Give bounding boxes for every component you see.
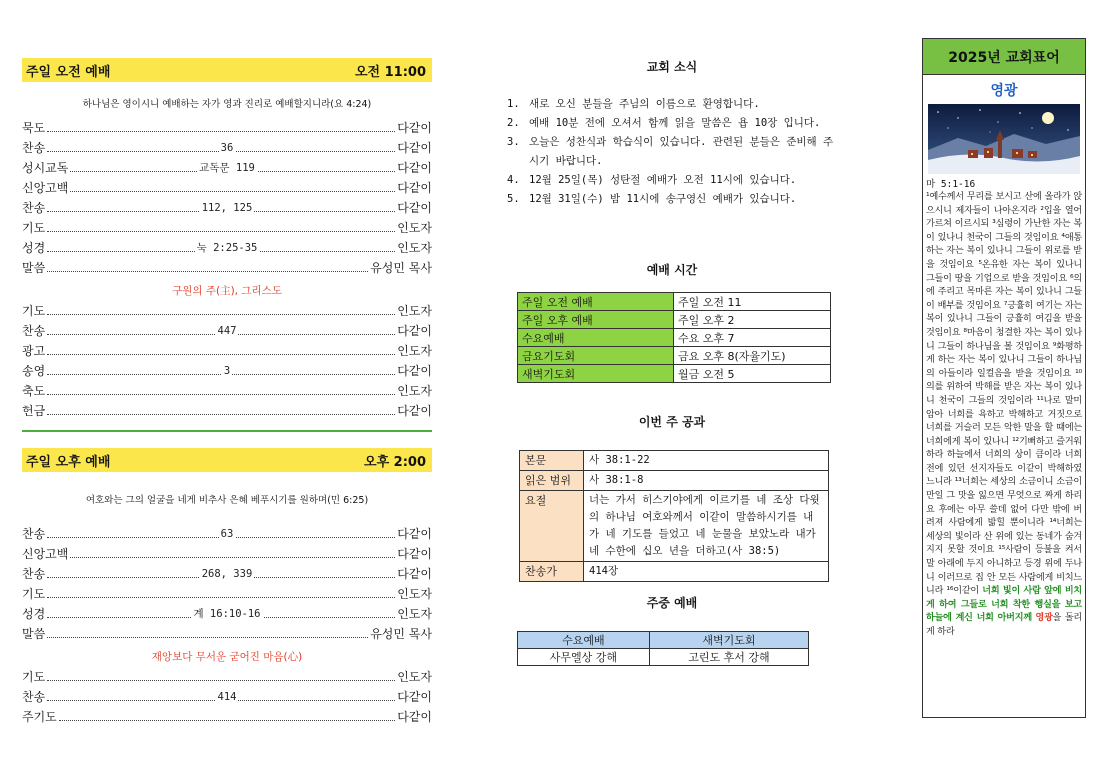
lesson-row xyxy=(520,491,829,562)
order-row xyxy=(22,361,432,381)
dot-leader xyxy=(47,414,395,415)
schedule-title: 예배 시간 xyxy=(646,263,698,277)
order-row xyxy=(22,138,432,158)
schedule-time: 주일 오후 2 xyxy=(674,311,831,329)
scripture-glory: 영광 xyxy=(1035,613,1053,624)
order-row xyxy=(22,158,432,178)
motto-word: 영광 xyxy=(990,83,1018,99)
lesson-value: 414장 xyxy=(584,562,829,582)
order-leader: 다같이 xyxy=(397,141,432,155)
order-label: 찬송 xyxy=(22,141,46,155)
scripture-end: 을 돌리게 하라 xyxy=(926,613,1082,637)
news-list xyxy=(507,95,837,209)
order-leader: 인도자 xyxy=(397,587,432,601)
news-number: 4. xyxy=(507,174,520,186)
lesson-table xyxy=(519,450,829,582)
section-divider xyxy=(22,430,432,432)
afternoon-time: 오후 2:00 xyxy=(364,454,426,470)
order-row xyxy=(22,667,432,687)
order-leader: 인도자 xyxy=(397,344,432,358)
dot-leader xyxy=(70,191,395,192)
schedule-row xyxy=(518,365,831,383)
morning-sermon-title: 구원의 주(主), 그리스도 xyxy=(172,285,282,297)
order-leader: 다같이 xyxy=(397,181,432,195)
order-label: 찬송 xyxy=(22,324,46,338)
order-detail: 교독문 119 xyxy=(199,162,255,174)
afternoon-order-part1 xyxy=(22,524,432,644)
afternoon-sermon-title: 재앙보다 무서운 굳어진 마음(心) xyxy=(151,651,303,663)
afternoon-order-part2 xyxy=(22,667,432,727)
order-row xyxy=(22,238,432,258)
order-label: 송영 xyxy=(22,364,46,378)
order-detail: 414 xyxy=(217,691,237,703)
dot-leader xyxy=(47,314,395,315)
order-row xyxy=(22,258,432,278)
order-leader: 다같이 xyxy=(397,364,432,378)
lesson-value: 너는 가서 히스기야에게 이르기를 네 조상 다윗의 하나님 여호와께서 이같이 말씀하시기를 내가 네 기도를 들었고 네 눈물을 보았노라 내가 네 수한에 십오 년을 더하고(사 38:5) xyxy=(584,491,829,562)
morning-time: 오전 11:00 xyxy=(354,64,426,80)
order-leader: 다같이 xyxy=(397,324,432,338)
morning-order-part2 xyxy=(22,301,432,421)
news-item xyxy=(507,133,837,171)
afternoon-title: 주일 오후 예배 xyxy=(26,454,111,470)
order-leader: 다같이 xyxy=(397,710,432,724)
order-leader: 인도자 xyxy=(397,607,432,621)
order-detail: 447 xyxy=(217,325,237,337)
schedule-time: 수요 오후 7 xyxy=(674,329,831,347)
order-label: 말씀 xyxy=(22,627,46,641)
order-label: 기도 xyxy=(22,221,46,235)
scripture-highlight: 너희 빛이 사람 앞에 비치게 하여 그들로 너희 착한 행실을 보고 하늘에 계신 너희 아버지께 xyxy=(926,586,1082,624)
lesson-value: 사 38:1-22 xyxy=(584,451,829,471)
order-row xyxy=(22,301,432,321)
dot-leader xyxy=(70,557,395,558)
order-row xyxy=(22,544,432,564)
dot-leader xyxy=(47,354,395,355)
motto-panel xyxy=(922,38,1086,718)
schedule-name: 주일 오전 예배 xyxy=(518,293,674,311)
lesson-value: 사 38:1-8 xyxy=(584,471,829,491)
order-label: 찬송 xyxy=(22,690,46,704)
order-row xyxy=(22,321,432,341)
order-leader: 인도자 xyxy=(397,384,432,398)
order-leader: 다같이 xyxy=(397,121,432,135)
schedule-row xyxy=(518,293,831,311)
schedule-name: 새벽기도회 xyxy=(518,365,674,383)
order-leader: 유성민 목사 xyxy=(370,261,432,275)
weekday-title: 주중 예배 xyxy=(646,596,698,610)
news-number: 3. xyxy=(507,136,520,148)
schedule-row xyxy=(518,329,831,347)
dot-leader xyxy=(47,394,395,395)
morning-header xyxy=(22,58,432,82)
dot-leader xyxy=(47,231,395,232)
order-detail: 112, 125 xyxy=(201,202,253,214)
order-row xyxy=(22,381,432,401)
order-leader: 유성민 목사 xyxy=(370,627,432,641)
order-row xyxy=(22,564,432,584)
afternoon-header xyxy=(22,448,432,472)
order-leader: 인도자 xyxy=(397,241,432,255)
dot-leader xyxy=(47,680,395,681)
schedule-row xyxy=(518,347,831,365)
news-title: 교회 소식 xyxy=(646,60,698,74)
dot-leader xyxy=(47,597,395,598)
order-leader: 인도자 xyxy=(397,221,432,235)
news-text: 오늘은 성찬식과 학습식이 있습니다. 관련된 분들은 준비해 주시기 바랍니다. xyxy=(529,136,834,167)
order-label: 신앙고백 xyxy=(22,547,69,561)
order-leader: 다같이 xyxy=(397,547,432,561)
news-text: 예배 10분 전에 오셔서 함께 읽을 말씀은 욥 10장 입니다. xyxy=(529,117,821,129)
morning-order-part1 xyxy=(22,118,432,278)
order-detail: 63 xyxy=(220,528,234,540)
order-label: 성시교독 xyxy=(22,161,69,175)
motto-reference: 마 5:1-16 xyxy=(926,179,976,190)
lesson-key: 읽은 범위 xyxy=(520,471,584,491)
order-row xyxy=(22,178,432,198)
order-label: 찬송 xyxy=(22,527,46,541)
order-row xyxy=(22,198,432,218)
weekday-header-wed: 수요예배 xyxy=(518,632,650,649)
order-detail: 268, 339 xyxy=(201,568,253,580)
order-label: 주기도 xyxy=(22,710,57,724)
order-leader: 다같이 xyxy=(397,527,432,541)
order-row xyxy=(22,118,432,138)
lesson-title: 이번 주 공과 xyxy=(638,415,706,429)
order-row xyxy=(22,707,432,727)
afternoon-service xyxy=(22,448,432,727)
order-leader: 다같이 xyxy=(397,201,432,215)
weekday-value-dawn: 고린도 후서 강해 xyxy=(649,649,808,666)
order-label: 찬송 xyxy=(22,567,46,581)
order-detail: 3 xyxy=(223,365,231,377)
order-leader: 다같이 xyxy=(397,161,432,175)
order-row xyxy=(22,604,432,624)
order-label: 축도 xyxy=(22,384,46,398)
order-label: 말씀 xyxy=(22,261,46,275)
order-row xyxy=(22,341,432,361)
lesson-row xyxy=(520,471,829,491)
lesson-key: 본문 xyxy=(520,451,584,471)
morning-verse: 하나님은 영이시니 예배하는 자가 영과 진리로 예배할지니라(요 4:24) xyxy=(82,99,372,110)
order-row xyxy=(22,524,432,544)
order-row xyxy=(22,624,432,644)
order-label: 찬송 xyxy=(22,201,46,215)
news-number: 5. xyxy=(507,193,520,205)
motto-scripture xyxy=(926,191,1082,640)
schedule-name: 주일 오후 예배 xyxy=(518,311,674,329)
order-detail: 36 xyxy=(220,142,234,154)
news-item xyxy=(507,171,837,190)
dot-leader xyxy=(59,720,395,721)
morning-service xyxy=(22,58,432,421)
morning-title: 주일 오전 예배 xyxy=(26,64,111,80)
motto-title: 2025년 교회표어 xyxy=(923,39,1085,75)
schedule-time: 금요 오후 8(자율기도) xyxy=(674,347,831,365)
news-number: 2. xyxy=(507,117,520,129)
scripture-main: ¹예수께서 무리를 보시고 산에 올라가 앉으시니 제자들이 나아온지라 ²입을 열어 가르쳐 이르시되 ³심령이 가난한 자는 복이 있나니 천국이 그들의 것임이요 ⁴애통하는 자는 복이 있나니 그들이 위로를 받을 것임이요 ⁵온유한 자는 복이 있나니 그들이 땅을 기업으로 받을 것임이요 ⁶의에 주리고 목마른 자는 복이 있나니 그들이 배부를 것임이요 ⁷긍휼히 여기는 자는 복이 있나니 그들이 긍휼히 여김을 받을 것임이요 ⁸마음이 청결한 자는 복이 있나니 그들이 하나님을 볼 것임이요 ⁹화평하게 하는 자는 복이 있나니 그들이 하나님의 아들이라 일컬음을 받을 것임이요 ¹⁰의를 위하여 박해를 받은 자는 복이 있나니 천국이 그들의 것임이라 ¹¹나로 말미암아 너희를 욕하고 박해하고 거짓으로 너희를 거슬러 모든 악한 말을 할 때에는 너희에게 복이 있나니 ¹²기뻐하고 즐거워하라 하늘에서 너희의 상이 큼이라 너희 전에 있던 선지자들도 이같이 박해하였느니라 ¹³너희는 세상의 소금이니 소금이 만일 그 맛을 잃으면 무엇으로 짜게 하리요 후에는 아무 쓸데 없어 다만 밖에 버려져 사람에게 밟힐 뿐이니라 ¹⁴너희는 세상의 빛이라 산 위에 있는 동네가 숨겨지지 못할 것이요 ¹⁵사람이 등불을 켜서 말 아래에 두지 아니하고 등경 위에 두나니 이러므로 집 안 모든 사람에게 비치느니라 ¹⁶이같이 xyxy=(926,192,1082,597)
order-label: 신앙고백 xyxy=(22,181,69,195)
order-label: 묵도 xyxy=(22,121,46,135)
schedule-name: 수요예배 xyxy=(518,329,674,347)
order-label: 성경 xyxy=(22,241,46,255)
schedule-table xyxy=(517,292,831,383)
news-text: 12월 25일(목) 성탄절 예배가 오전 11시에 있습니다. xyxy=(529,174,797,186)
schedule-time: 주일 오전 11 xyxy=(674,293,831,311)
dot-leader xyxy=(47,637,368,638)
lesson-key: 요절 xyxy=(520,491,584,562)
order-label: 기도 xyxy=(22,587,46,601)
order-leader: 인도자 xyxy=(397,670,432,684)
lesson-row xyxy=(520,451,829,471)
afternoon-verse: 여호와는 그의 얼굴을 네게 비추사 은혜 베푸시기를 원하며(민 6:25) xyxy=(85,495,369,506)
order-leader: 다같이 xyxy=(397,690,432,704)
order-label: 광고 xyxy=(22,344,46,358)
news-text: 12월 31일(수) 밤 11시에 송구영신 예배가 있습니다. xyxy=(529,193,797,205)
order-label: 성경 xyxy=(22,607,46,621)
schedule-time: 월금 오전 5 xyxy=(674,365,831,383)
middle-column xyxy=(507,58,837,666)
news-item xyxy=(507,95,837,114)
order-label: 기도 xyxy=(22,670,46,684)
news-number: 1. xyxy=(507,98,520,110)
weekday-table xyxy=(517,631,809,666)
order-row xyxy=(22,218,432,238)
lesson-row xyxy=(520,562,829,582)
dot-leader xyxy=(47,271,368,272)
order-leader: 인도자 xyxy=(397,304,432,318)
schedule-name: 금요기도회 xyxy=(518,347,674,365)
order-label: 헌금 xyxy=(22,404,46,418)
order-row xyxy=(22,401,432,421)
winter-night-image xyxy=(928,104,1080,174)
order-detail: 계 16:10-16 xyxy=(193,608,261,620)
news-item xyxy=(507,190,837,209)
schedule-row xyxy=(518,311,831,329)
lesson-key: 찬송가 xyxy=(520,562,584,582)
order-label: 기도 xyxy=(22,304,46,318)
weekday-header-dawn: 새벽기도회 xyxy=(649,632,808,649)
news-text: 새로 오신 분들을 주님의 이름으로 환영합니다. xyxy=(529,98,760,110)
order-detail: 눅 2:25-35 xyxy=(196,242,258,254)
order-leader: 다같이 xyxy=(397,567,432,581)
order-leader: 다같이 xyxy=(397,404,432,418)
order-row xyxy=(22,687,432,707)
order-row xyxy=(22,584,432,604)
news-item xyxy=(507,114,837,133)
weekday-value-wed: 사무엘상 강해 xyxy=(518,649,650,666)
dot-leader xyxy=(47,131,395,132)
